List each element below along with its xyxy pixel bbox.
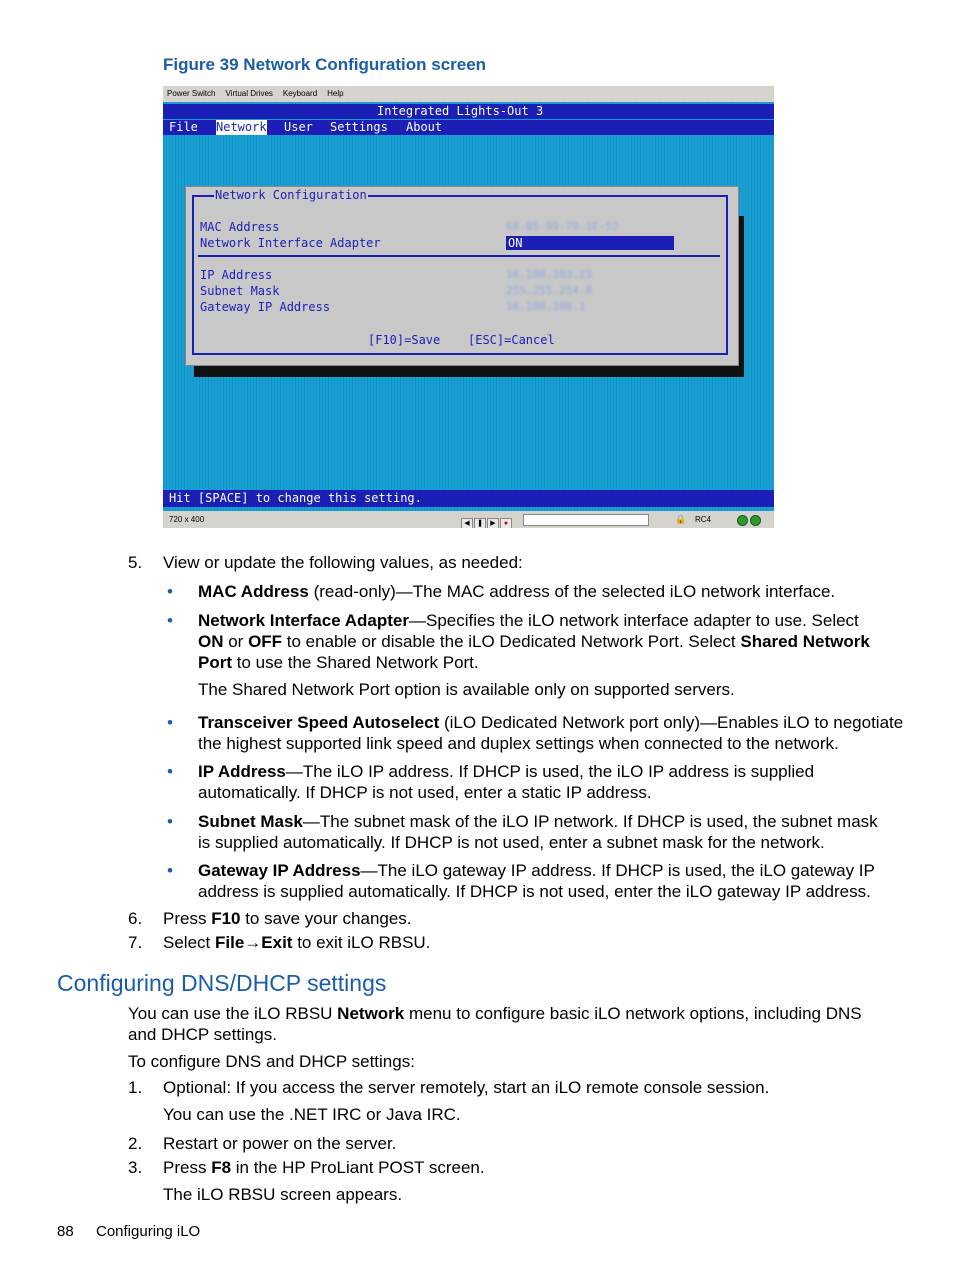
section-intro-line1: You can use the iLO RBSU Network menu to configure basic iLO network options, including DNS bbox=[128, 1004, 862, 1023]
rc-indicator: RC4 bbox=[695, 515, 712, 524]
bullet-icon: • bbox=[167, 762, 173, 781]
bullet-nia-note: The Shared Network Port option is available only on supported servers. bbox=[198, 680, 735, 699]
bullet-icon: • bbox=[167, 582, 173, 601]
screenshot-network-configuration bbox=[163, 86, 774, 528]
menu-power-switch[interactable]: Power Switch bbox=[167, 89, 216, 98]
label-mac-address: MAC Address bbox=[200, 220, 280, 234]
label-network-interface-adapter: Network Interface Adapter bbox=[200, 236, 381, 250]
step-text: View or update the following values, as needed: bbox=[163, 553, 523, 572]
step-number: 6. bbox=[128, 909, 143, 928]
remote-console-statusbar bbox=[163, 511, 774, 528]
dns-step1-text: Optional: If you access the server remotely, start an iLO remote console session. bbox=[163, 1078, 770, 1097]
playback-controls bbox=[461, 514, 513, 525]
resolution-readout: 720 x 400 bbox=[169, 515, 205, 524]
value-gateway-ip-address: 16.100.100.1 bbox=[506, 300, 586, 313]
dns-step3-note: The iLO RBSU screen appears. bbox=[163, 1185, 403, 1204]
page-number: 88 bbox=[57, 1223, 74, 1240]
rbsu-title: Integrated Lights-Out 3 bbox=[377, 104, 544, 118]
value-mac-address: 68-B5-99-70-1E-52 bbox=[506, 220, 619, 233]
bullet-icon: • bbox=[167, 812, 173, 831]
rbsu-menu-about[interactable]: About bbox=[406, 120, 443, 134]
bullet-sm-line2: is supplied automatically. If DHCP is not used, enter a subnet mask for the network. bbox=[198, 833, 825, 852]
record-icon[interactable]: ● bbox=[500, 518, 512, 528]
status-led-icon bbox=[750, 515, 761, 526]
lock-icon: 🔒 bbox=[675, 514, 687, 524]
rbsu-menu-user[interactable]: User bbox=[284, 120, 313, 134]
value-network-interface-adapter[interactable]: ON bbox=[506, 236, 674, 250]
menu-keyboard[interactable]: Keyboard bbox=[282, 89, 318, 98]
step-number: 1. bbox=[128, 1078, 143, 1097]
bullet-gw-line1: Gateway IP Address—The iLO gateway IP address. If DHCP is used, the iLO gateway IP bbox=[198, 861, 875, 880]
label-ip-address: IP Address bbox=[200, 268, 273, 282]
rbsu-menu-file[interactable]: File bbox=[169, 120, 198, 134]
dialog-title: Network Configuration bbox=[215, 188, 367, 202]
key-save[interactable]: [F10]=Save bbox=[368, 333, 441, 347]
rewind-icon[interactable]: ◀ bbox=[461, 518, 473, 528]
bullet-ip-line1: IP Address—The iLO IP address. If DHCP is used, the iLO IP address is supplied bbox=[198, 762, 815, 781]
bullet-nia-line1: Network Interface Adapter—Specifies the iLO network interface adapter to use. Select bbox=[198, 611, 859, 630]
bullet-nia-line2: ON or OFF to enable or disable the iLO Dedicated Network Port. Select Shared Network bbox=[198, 632, 870, 651]
rbsu-title-bar bbox=[163, 104, 774, 119]
dns-step3-text: Press F8 in the HP ProLiant POST screen. bbox=[163, 1158, 485, 1177]
step7-text: Select File→Exit to exit iLO RBSU. bbox=[163, 933, 431, 952]
dns-step1-note: You can use the .NET IRC or Java IRC. bbox=[163, 1105, 461, 1124]
value-subnet-mask: 255.255.254.0 bbox=[506, 284, 593, 297]
label-subnet-mask: Subnet Mask bbox=[200, 284, 280, 298]
step-number: 2. bbox=[128, 1134, 143, 1153]
dns-step2-text: Restart or power on the server. bbox=[163, 1134, 397, 1153]
dialog-shadow bbox=[194, 365, 744, 377]
remote-console-menubar bbox=[163, 86, 774, 102]
rbsu-menu-settings[interactable]: Settings bbox=[330, 120, 388, 134]
bullet-nia-line3: Port to use the Shared Network Port. bbox=[198, 653, 479, 672]
network-configuration-dialog bbox=[185, 186, 739, 366]
figure-caption: Figure 39 Network Configuration screen bbox=[163, 55, 487, 74]
rbsu-menu-network[interactable]: Network bbox=[216, 120, 267, 134]
bullet-tsa-line1: Transceiver Speed Autoselect (iLO Dedicated Network port only)—Enables iLO to negotiate bbox=[198, 713, 904, 732]
footer-title: Configuring iLO bbox=[96, 1223, 201, 1240]
label-gateway-ip-address: Gateway IP Address bbox=[200, 300, 331, 314]
progress-field bbox=[523, 514, 649, 526]
step-number: 7. bbox=[128, 933, 143, 952]
status-indicators bbox=[737, 515, 774, 528]
dialog-frame bbox=[192, 188, 728, 355]
rbsu-status-text: Hit [SPACE] to change this setting. bbox=[169, 491, 422, 505]
bullet-icon: • bbox=[167, 861, 173, 880]
menu-virtual-drives[interactable]: Virtual Drives bbox=[225, 89, 273, 98]
section-intro-line2: and DHCP settings. bbox=[128, 1025, 277, 1044]
bullet-tsa-line2: the highest supported link speed and duplex settings when connected to the network. bbox=[198, 734, 839, 753]
value-ip-address: 16.100.103.23 bbox=[506, 268, 593, 281]
rbsu-status-line bbox=[163, 490, 774, 507]
bullet-sm-line1: Subnet Mask—The subnet mask of the iLO IP network. If DHCP is used, the subnet mask bbox=[198, 812, 878, 831]
play-icon[interactable]: ▶ bbox=[487, 518, 499, 528]
bullet-mac-address: MAC Address (read-only)—The MAC address of the selected iLO network interface. bbox=[198, 582, 836, 601]
key-cancel[interactable]: [ESC]=Cancel bbox=[468, 333, 555, 347]
dialog-separator bbox=[198, 255, 720, 257]
menu-help[interactable]: Help bbox=[327, 89, 344, 98]
section-lead: To configure DNS and DHCP settings: bbox=[128, 1052, 415, 1071]
section-heading: Configuring DNS/DHCP settings bbox=[57, 970, 387, 996]
bullet-gw-line2: address is supplied automatically. If DHCP is not used, enter the iLO gateway IP address. bbox=[198, 882, 871, 901]
bullet-icon: • bbox=[167, 611, 173, 630]
bullet-icon: • bbox=[167, 713, 173, 732]
bullet-ip-line2: automatically. If DHCP is not used, enter a static IP address. bbox=[198, 783, 652, 802]
rbsu-menu-bar bbox=[163, 120, 774, 135]
step-number: 3. bbox=[128, 1158, 143, 1177]
rbsu-console bbox=[163, 102, 774, 511]
status-led-icon bbox=[737, 515, 748, 526]
step-number: 5. bbox=[128, 553, 143, 572]
step6-text: Press F10 to save your changes. bbox=[163, 909, 412, 928]
pause-icon[interactable]: ❚ bbox=[474, 518, 486, 528]
